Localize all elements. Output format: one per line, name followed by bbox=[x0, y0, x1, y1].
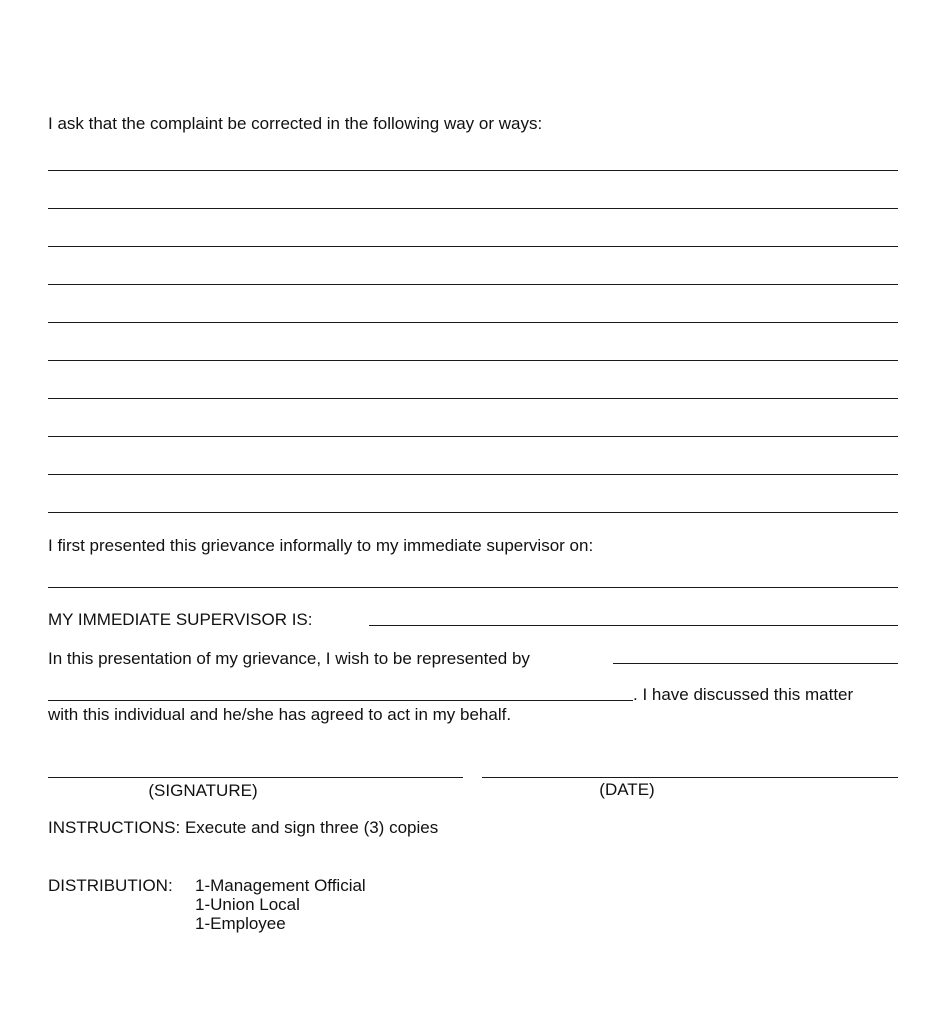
distribution-label: DISTRIBUTION: bbox=[48, 876, 173, 895]
distribution-list bbox=[195, 876, 366, 933]
supervisor-label: MY IMMEDIATE SUPERVISOR IS: bbox=[48, 610, 313, 629]
distribution-item: 1-Employee bbox=[195, 914, 286, 933]
correction-line-6[interactable] bbox=[48, 360, 898, 361]
signature-line[interactable] bbox=[48, 777, 463, 778]
informal-date-line[interactable] bbox=[48, 587, 898, 588]
date-label: (DATE) bbox=[599, 780, 655, 799]
correction-line-1[interactable] bbox=[48, 170, 898, 171]
signature-label: (SIGNATURE) bbox=[148, 781, 258, 800]
representative-line-1[interactable] bbox=[613, 663, 898, 664]
date-line[interactable] bbox=[482, 777, 898, 778]
distribution-item: 1-Union Local bbox=[195, 895, 300, 914]
correction-line-9[interactable] bbox=[48, 474, 898, 475]
correction-line-10[interactable] bbox=[48, 512, 898, 513]
correction-line-5[interactable] bbox=[48, 322, 898, 323]
representative-line-2[interactable] bbox=[48, 700, 633, 701]
correction-line-3[interactable] bbox=[48, 246, 898, 247]
distribution-item: 1-Management Official bbox=[195, 876, 366, 895]
represented-label: In this presentation of my grievance, I wish to be represented by bbox=[48, 649, 530, 668]
correction-line-4[interactable] bbox=[48, 284, 898, 285]
behalf-text: with this individual and he/she has agreed to act in my behalf. bbox=[48, 705, 512, 724]
correction-line-8[interactable] bbox=[48, 436, 898, 437]
correction-line-2[interactable] bbox=[48, 208, 898, 209]
informal-prompt: I first presented this grievance informally to my immediate supervisor on: bbox=[48, 536, 594, 555]
discussed-text: . I have discussed this matter bbox=[633, 685, 854, 704]
instructions-text: INSTRUCTIONS: Execute and sign three (3) copies bbox=[48, 818, 439, 837]
correction-prompt: I ask that the complaint be corrected in the following way or ways: bbox=[48, 114, 543, 133]
correction-line-7[interactable] bbox=[48, 398, 898, 399]
supervisor-line[interactable] bbox=[369, 625, 898, 626]
